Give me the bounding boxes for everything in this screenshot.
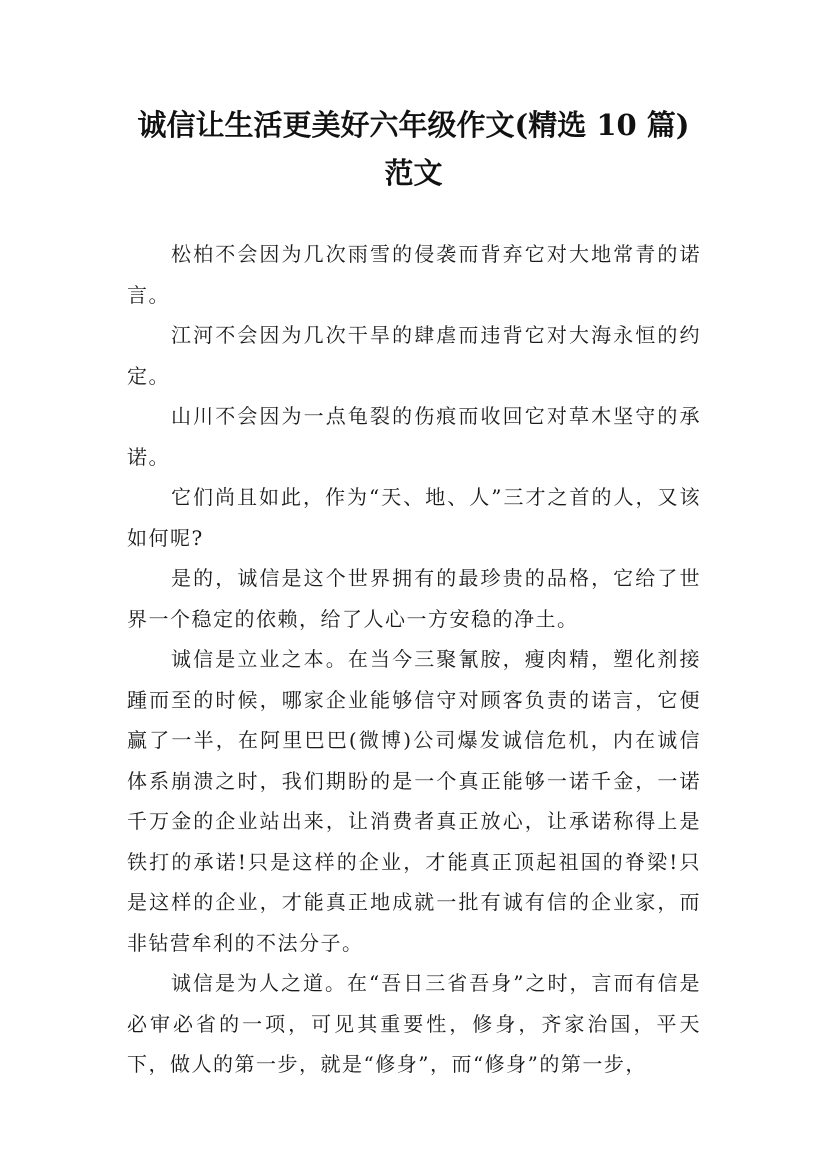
document-body — [127, 234, 701, 1085]
paragraph-3: 山川不会因为一点龟裂的伤痕而收回它对草木坚守的承诺。 — [127, 404, 701, 469]
paragraph-4: 它们尚且如此，作为“天、地、人”三才之首的人，又该如何呢? — [127, 485, 701, 550]
document-title — [100, 101, 727, 197]
paragraph-6: 诚信是立业之本。在当今三聚氰胺，瘦肉精，塑化剂接踵而至的时候，哪家企业能够信守对顾客负责的诺言，它便赢了一半，在阿里巴巴(微博)公司爆发诚信危机，内在诚信体系崩溃之时，我们期盼的是一个真正能够一诺千金，一诺千万金的企业站出来，让消费者真正放心，让承诺称得上是铁打的承诺!只是这样的企业，才能真正顶起祖国的脊梁!只是这样的企业，才能真正地成就一批有诚有信的企业家，而非钻营牟利的不法分子。 — [127, 647, 701, 955]
paragraph-2: 江河不会因为几次干旱的肆虐而违背它对大海永恒的约定。 — [127, 323, 701, 388]
paragraph-7: 诚信是为人之道。在“吾日三省吾身”之时，言而有信是必审必省的一项，可见其重要性，修身，齐家治国，平天下，做人的第一步，就是“修身”，而“修身”的第一步， — [127, 971, 701, 1076]
title-line-2: 范文 — [384, 156, 443, 190]
paragraph-1: 松柏不会因为几次雨雪的侵袭而背弃它对大地常青的诺言。 — [127, 242, 701, 307]
paragraph-5: 是的，诚信是这个世界拥有的最珍贵的品格，它给了世界一个稳定的依赖，给了人心一方安稳的净土。 — [127, 566, 701, 631]
title-line-1: 诚信让生活更美好六年级作文(精选 10 篇) — [137, 108, 690, 142]
